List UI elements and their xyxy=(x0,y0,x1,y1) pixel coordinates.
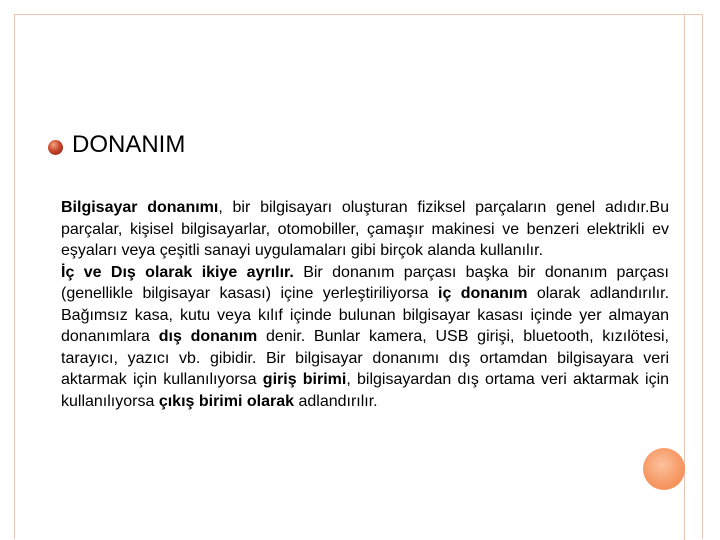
bold-term-output-unit: çıkış birimi olarak xyxy=(158,392,295,410)
slide-vertical-line xyxy=(684,14,685,540)
bold-term-inner-hardware: iç donanım xyxy=(438,285,528,302)
bold-term-input-unit: giriş birimi xyxy=(262,371,347,388)
text-segment-4: denir. Bunlar kamera, USB girişi, bluetooth, kızılötesi, tarayıcı, yazıcı vb. gibidir. Bir bilgisayar donanımı dış ortamdan bilgisayara veri aktarmak için kullanılıyorsa xyxy=(61,328,669,388)
body-paragraph xyxy=(61,197,669,412)
text-segment-1: , bir bilgisayarı oluşturan fiziksel parçaların genel adıdır.Bu parçalar, kişisel bilgisayarlar, otomobiller, çamaşır makinesi ve benzeri elektrikli ev eşyaları veya çeşitli sanayi uygulamaları gibi birçok alanda kullanılır. xyxy=(61,199,669,259)
text-segment-3: olarak adlandırılır. Bağımsız kasa, kutu veya kılıf içinde bulunan bilgisayar kasası içinde yer almayan donanımlara xyxy=(61,285,670,345)
text-segment-6: adlandırılır. xyxy=(294,392,378,410)
decorative-circle xyxy=(643,448,685,490)
bullet-icon xyxy=(48,140,63,155)
bold-term-inner-outer: İç ve Dış olarak ikiye ayrılır. xyxy=(61,263,294,281)
text-segment-2: Bir donanım parçası başka bir donanım parçası (genellikle bilgisayar kasası) içine yerleştiriliyorsa xyxy=(61,263,669,302)
bold-term-outer-hardware: dış donanım xyxy=(158,328,258,345)
text-segment-5: , bilgisayardan dış ortama veri aktarmak için kullanılıyorsa xyxy=(61,371,670,410)
bold-term-hardware: Bilgisayar donanımı xyxy=(61,199,219,216)
slide-title: DONANIM xyxy=(72,131,186,158)
